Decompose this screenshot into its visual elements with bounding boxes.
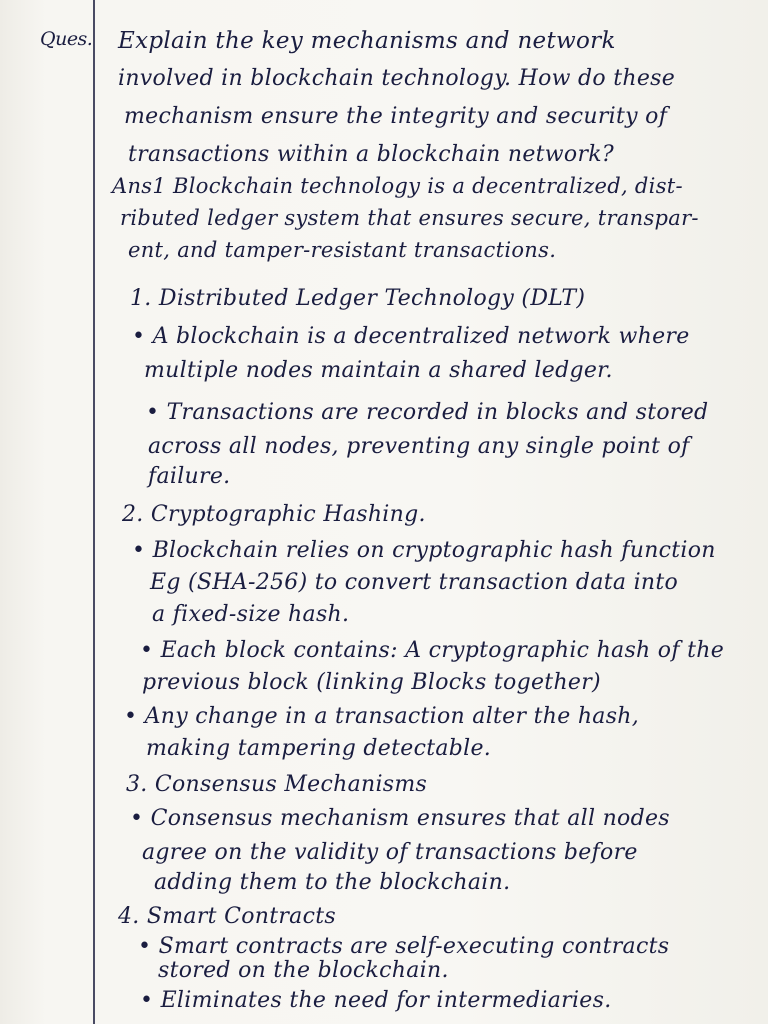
bullet-line: • Smart contracts are self-executing contracts — [138, 934, 670, 959]
bullet-line: • Transactions are recorded in blocks and stored — [146, 400, 709, 425]
bullet-line: Eg (SHA-256) to convert transaction data into — [150, 570, 679, 595]
bullet-line: making tampering detectable. — [146, 736, 492, 761]
bullet-line: failure. — [148, 464, 231, 489]
bullet-line: across all nodes, preventing any single point of — [148, 434, 690, 459]
bullet-line: • Consensus mechanism ensures that all nodes — [130, 806, 670, 831]
answer-intro-line: ent, and tamper-resistant transactions. — [128, 238, 557, 262]
bullet-line: stored on the blockchain. — [158, 958, 449, 983]
margin-line — [93, 0, 95, 1024]
question-line: transactions within a blockchain network? — [128, 142, 614, 167]
section-heading: 4. Smart Contracts — [118, 904, 336, 929]
bullet-line: • Any change in a transaction alter the hash, — [124, 704, 640, 729]
question-line: mechanism ensure the integrity and security of — [124, 104, 668, 129]
bullet-line: a fixed-size hash. — [152, 602, 350, 627]
bullet-line: previous block (linking Blocks together) — [142, 670, 601, 695]
section-heading: 1. Distributed Ledger Technology (DLT) — [130, 286, 586, 311]
answer-intro-line: Ans1 Blockchain technology is a decentralized, dist- — [112, 174, 683, 198]
section-heading: 3. Consensus Mechanisms — [126, 772, 428, 797]
section-heading: 2. Cryptographic Hashing. — [122, 502, 426, 527]
question-label: Ques. — [40, 28, 93, 50]
bullet-line: multiple nodes maintain a shared ledger. — [144, 358, 613, 383]
bullet-line: adding them to the blockchain. — [154, 870, 511, 895]
bullet-line: • A blockchain is a decentralized network where — [132, 324, 690, 349]
bullet-line: • Blockchain relies on cryptographic hash function — [132, 538, 716, 563]
question-line: involved in blockchain technology. How do these — [118, 66, 676, 91]
bullet-line: • Eliminates the need for intermediaries. — [140, 988, 612, 1013]
question-line: Explain the key mechanisms and network — [118, 28, 616, 54]
bullet-line: agree on the validity of transactions before — [142, 840, 638, 865]
bullet-line: • Each block contains: A cryptographic hash of the — [140, 638, 725, 663]
answer-intro-line: ributed ledger system that ensures secure, transpar- — [120, 206, 699, 230]
